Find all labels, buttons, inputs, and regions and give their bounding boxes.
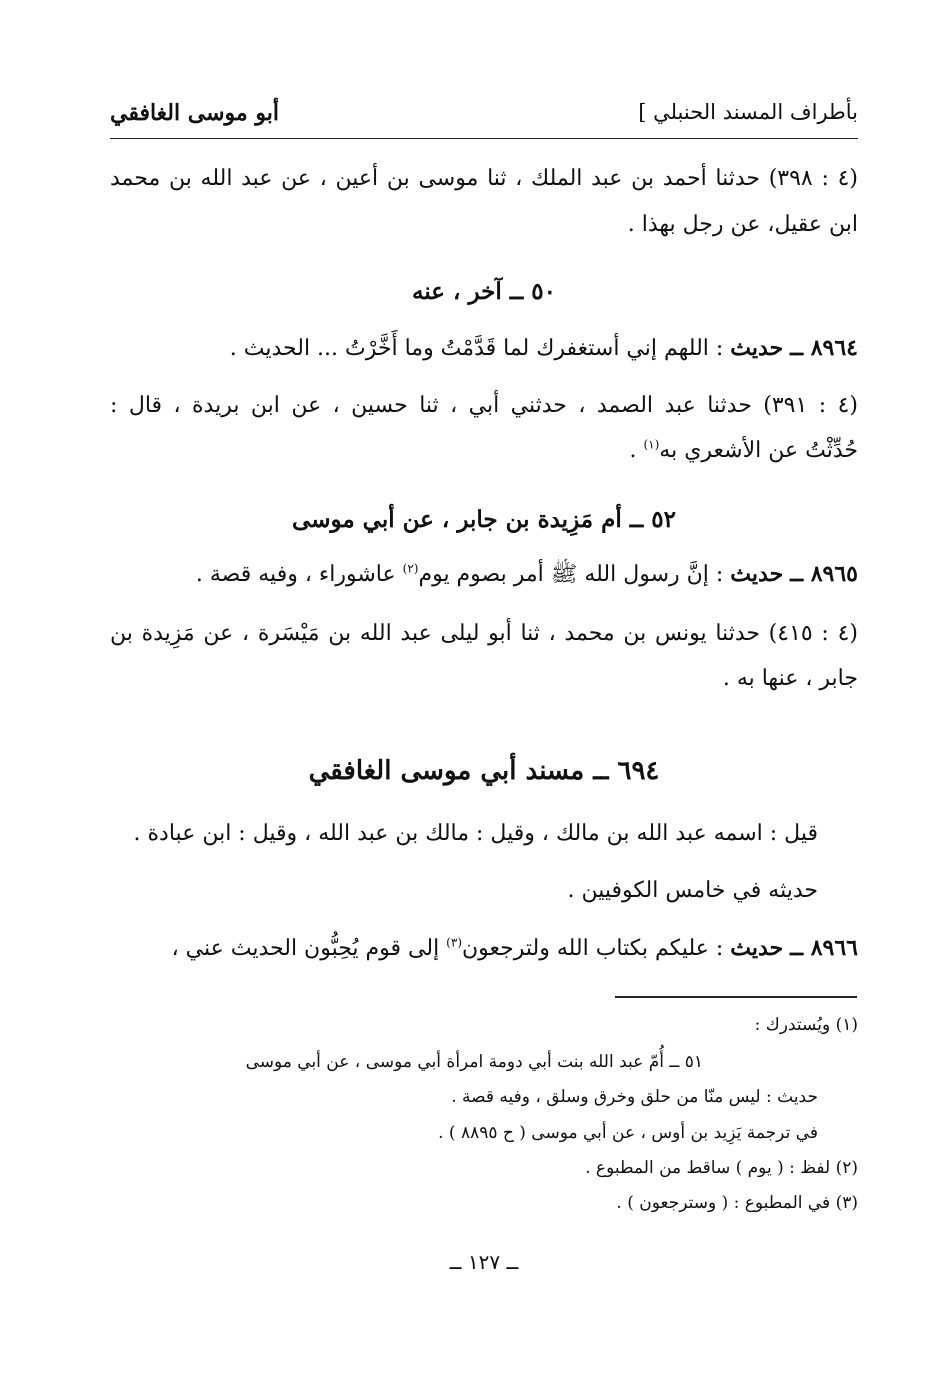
book-title: بأطراف المسند الحنبلي ] bbox=[638, 100, 858, 124]
hadith-8964 bbox=[230, 335, 858, 362]
running-header bbox=[110, 100, 858, 136]
footnote-ref: (٢) bbox=[402, 561, 419, 576]
hadith-label: حديث bbox=[730, 561, 784, 587]
footnote-3: (٣) في المطبوع : ( وسترجعون ) . bbox=[616, 1193, 858, 1213]
footnote-1-line: ٥١ ــ أُمّ عبد الله بنت أبي دومة امرأة أبي موسى ، عن أبي موسى bbox=[245, 1052, 703, 1072]
hadith-8965 bbox=[196, 561, 858, 588]
isnad-line bbox=[629, 438, 858, 464]
hadith-text: : عليكم بكتاب الله ولترجعون bbox=[462, 936, 724, 961]
biography-line: حديثه في خامس الكوفيين . bbox=[567, 878, 818, 903]
hadith-8966 bbox=[172, 935, 858, 962]
footnote-1-line: في ترجمة يَزِيد بن أوس ، عن أبي موسى ( ح ٨٨٩٥ ) . bbox=[438, 1123, 818, 1143]
header-rule bbox=[110, 138, 858, 139]
hadith-label: حديث bbox=[730, 335, 784, 361]
hadith-label: حديث bbox=[730, 935, 784, 961]
musnad-heading-694: ٦٩٤ ــ مسند أبي موسى الغافقي bbox=[308, 756, 660, 786]
hadith-number: ٨٩٦٤ ــ bbox=[790, 335, 858, 361]
section-heading-50: ٥٠ ــ آخر ، عنه bbox=[412, 278, 556, 305]
hadith-number: ٨٩٦٦ ــ bbox=[790, 935, 858, 961]
running-title: أبو موسى الغافقي bbox=[110, 100, 279, 126]
isnad-line: جابر ، عنها به . bbox=[722, 666, 858, 691]
isnad-line: ابن عقيل، عن رجل بهذا . bbox=[627, 212, 858, 237]
footnote-1-line: حديث : ليس منّا من حلق وخرق وسلق ، وفيه قصة . bbox=[451, 1087, 818, 1107]
footnote-2: (٢) لفظ : ( يوم ) ساقط من المطبوع . bbox=[585, 1158, 858, 1178]
section-heading-52: ٥٢ ــ أم مَزِيدة بن جابر ، عن أبي موسى bbox=[292, 506, 676, 533]
hadith-number: ٨٩٦٥ ــ bbox=[790, 561, 858, 587]
page-number: ــ ١٢٧ ــ bbox=[449, 1250, 519, 1274]
hadith-text: : إنَّ رسول الله ﷺ أمر بصوم يوم bbox=[418, 562, 724, 587]
footnote-1-label: (١) ويُستدرك : bbox=[754, 1015, 858, 1035]
hadith-text: عاشوراء ، وفيه قصة . bbox=[195, 562, 403, 587]
footnote-ref: (٣) bbox=[446, 935, 462, 950]
hadith-text: إلى قوم يُحِبُّون الحديث عني ، bbox=[171, 936, 447, 961]
isnad-line: (٤ : ٤١٥) حدثنا يونس بن محمد ، ثنا أبو ليلى عبد الله بن مَيْسَرة ، عن مَزِيدة بن bbox=[110, 621, 858, 646]
hadith-text: : اللهم إني أستغفرك لما قَدَّمْتُ وما أَخَّرْتُ ... الحديث . bbox=[229, 336, 724, 361]
isnad-text: حُدِّثْتُ عن الأشعري به bbox=[659, 438, 858, 463]
footnote-ref: (١) bbox=[643, 437, 660, 452]
isnad-line: (٤ : ٣٩١) حدثنا عبد الصمد ، حدثني أبي ، ثنا حسين ، عن ابن بريدة ، قال : bbox=[110, 393, 858, 418]
footnote-rule bbox=[615, 996, 857, 998]
biography-line: قيل : اسمه عبد الله بن مالك ، وقيل : مالك بن عبد الله ، وقيل : ابن عبادة . bbox=[133, 821, 818, 846]
isnad-text: . bbox=[629, 438, 644, 463]
isnad-line: (٤ : ٣٩٨) حدثنا أحمد بن عبد الملك ، ثنا موسى بن أعين ، عن عبد الله بن محمد bbox=[110, 166, 858, 191]
